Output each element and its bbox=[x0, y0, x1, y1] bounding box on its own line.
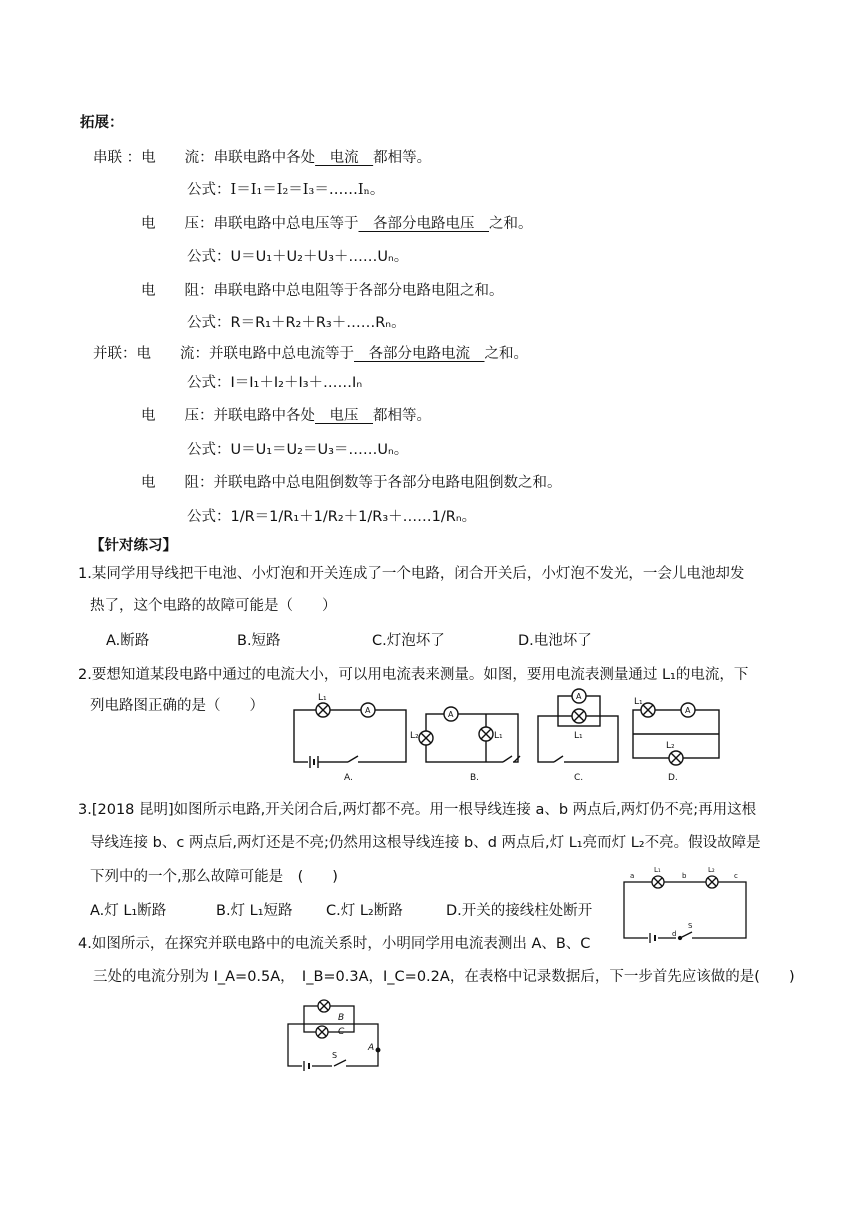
q2-c-caption: C. bbox=[574, 773, 584, 783]
q3-label-a: a bbox=[630, 872, 635, 880]
q1-option-a: A.断路 bbox=[106, 633, 150, 649]
q2-circuit-a bbox=[294, 703, 406, 768]
q2-d-caption: D. bbox=[668, 773, 678, 783]
q1-line2: 热了，这个电路的故障可能是（ ） bbox=[90, 598, 337, 614]
q4-label-b: B bbox=[338, 1013, 345, 1023]
q3-label-d: d bbox=[672, 930, 677, 938]
practice-heading: 【针对练习】 bbox=[90, 538, 177, 554]
q4-line1: 4.如图所示，在探究并联电路中的电流关系时，小明同学用电流表测出 A、B、C bbox=[78, 936, 591, 952]
q2-d-lamp1-label: L₁ bbox=[634, 697, 643, 707]
q3-line1: 3.[2018 昆明]如图所示电路,开关闭合后,两灯都不亮。用一根导线连接 a、b 两点后,两灯仍不亮;再用这根 bbox=[78, 802, 757, 818]
q2-circuit-figure bbox=[288, 686, 728, 784]
series-current-formula: 公式：I＝I₁＝I₂＝I₃＝……Iₙ。 bbox=[187, 182, 385, 198]
series-voltage-formula: 公式：U＝U₁＋U₂＋U₃＋……Uₙ。 bbox=[187, 249, 409, 265]
parallel-resistance-line bbox=[141, 474, 562, 492]
series-voltage-pre: 串联电路中总电压等于 bbox=[213, 216, 359, 232]
parallel-current-line bbox=[93, 345, 528, 363]
q2-a-lamp-label: L₁ bbox=[318, 693, 327, 703]
q2-b-lamp2-label: L₂ bbox=[410, 731, 419, 741]
q2-c-lamp-label: L₁ bbox=[574, 731, 583, 741]
q3-line3: 下列中的一个,那么故障可能是 ( ) bbox=[90, 869, 338, 885]
q2-a-caption: A. bbox=[344, 773, 353, 783]
parallel-resistance-formula: 公式：1/R＝1/R₁＋1/R₂＋1/R₃＋……1/Rₙ。 bbox=[187, 509, 477, 525]
series-resistance-formula: 公式：R＝R₁＋R₂＋R₃＋……Rₙ。 bbox=[187, 315, 406, 331]
parallel-voltage-formula: 公式：U＝U₁＝U₂＝U₃＝……Uₙ。 bbox=[187, 442, 409, 458]
q4-line2: 三处的电流分别为 I_A=0.5A， I_B=0.3A，I_C=0.2A，在表格中记录数据后，下一步首先应该做的是( ) bbox=[93, 969, 795, 985]
parallel-current-post: 之和。 bbox=[484, 346, 528, 362]
q2-b-meter-label: A bbox=[448, 710, 454, 719]
q4-label-a: A bbox=[368, 1043, 375, 1053]
parallel-label: 并联： bbox=[93, 346, 137, 362]
parallel-current-pre: 并联电路中总电流等于 bbox=[209, 346, 354, 362]
series-resistance-line bbox=[141, 282, 504, 300]
series-current-line bbox=[93, 149, 431, 167]
parallel-current-formula: 公式：I＝I₁＋I₂＋I₃＋……Iₙ bbox=[187, 375, 363, 391]
parallel-resistance-text: 并联电路中总电阻倒数等于各部分电路电阻倒数之和。 bbox=[213, 475, 562, 491]
parallel-voltage-fill: 电压 bbox=[315, 408, 373, 424]
q2-d-lamp2-label: L₂ bbox=[666, 741, 675, 751]
parallel-voltage-line bbox=[141, 407, 431, 425]
q3-label-s: S bbox=[688, 922, 693, 930]
parallel-current-fill: 各部分电路电流 bbox=[354, 346, 485, 362]
q3-label-c: c bbox=[734, 872, 738, 880]
q1-option-b: B.短路 bbox=[237, 633, 281, 649]
q3-option-c: C.灯 L₂断路 bbox=[326, 903, 403, 919]
q2-line2: 列电路图正确的是（ ） bbox=[90, 698, 264, 714]
series-label: 串联 ： bbox=[93, 150, 142, 166]
q4-label-c: C bbox=[338, 1027, 345, 1037]
series-current-fill: 电流 bbox=[315, 150, 374, 166]
q1-option-c: C.灯泡坏了 bbox=[372, 633, 445, 649]
q1-line1: 1.某同学用导线把干电池、小灯泡和开关连成了一个电路，闭合开关后，小灯泡不发光，一会儿电池却发 bbox=[78, 566, 745, 582]
extension-heading: 拓展： bbox=[80, 115, 124, 131]
q2-line1: 2.要想知道某段电路中通过的电流大小，可以用电流表来测量。如图，要用电流表测量通过 L₁的电流，下 bbox=[78, 667, 749, 683]
q4-label-s: S bbox=[332, 1051, 338, 1060]
parallel-voltage-pre: 并联电路中各处 bbox=[213, 408, 315, 424]
series-resistance-text: 串联电路中总电阻等于各部分电路电阻之和。 bbox=[213, 283, 504, 299]
series-current-head: 电 流： bbox=[141, 150, 214, 166]
q2-b-caption: B. bbox=[470, 773, 480, 783]
series-current-post: 都相等。 bbox=[373, 150, 432, 166]
q2-circuit-d bbox=[633, 703, 719, 765]
q3-option-a: A.灯 L₁断路 bbox=[90, 903, 167, 919]
q2-b-lamp1-label: L₁ bbox=[494, 731, 503, 741]
q3-circuit-figure bbox=[618, 860, 752, 944]
q3-option-d: D.开关的接线柱处断开 bbox=[446, 903, 593, 919]
q2-d-meter-label: A bbox=[685, 706, 691, 715]
parallel-voltage-head: 电 压： bbox=[141, 408, 214, 424]
series-voltage-fill: 各部分电路电压 bbox=[358, 216, 489, 232]
series-resistance-head: 电 阻： bbox=[141, 283, 214, 299]
q3-label-l1: L₁ bbox=[654, 866, 661, 874]
series-voltage-post: 之和。 bbox=[489, 216, 533, 232]
parallel-resistance-head: 电 阻： bbox=[141, 475, 214, 491]
q3-option-b: B.灯 L₁短路 bbox=[216, 903, 293, 919]
q3-label-l2: L₂ bbox=[708, 866, 715, 874]
q1-option-d: D.电池坏了 bbox=[518, 633, 592, 649]
series-voltage-head: 电 压： bbox=[141, 216, 214, 232]
q2-a-meter-label: A bbox=[365, 706, 371, 715]
q3-line2: 导线连接 b、c 两点后,两灯还是不亮;仍然用这根导线连接 b、d 两点后,灯 L₁亮而灯 L₂不亮。假设故障是 bbox=[90, 835, 761, 851]
q3-label-b: b bbox=[682, 872, 687, 880]
parallel-voltage-post: 都相等。 bbox=[373, 408, 431, 424]
series-voltage-line bbox=[141, 215, 533, 233]
q2-circuit-b bbox=[419, 707, 520, 762]
series-current-pre: 串联电路中各处 bbox=[213, 150, 316, 166]
parallel-current-head: 电 流： bbox=[136, 346, 209, 362]
q4-circuit-figure bbox=[282, 994, 386, 1074]
q2-c-meter-label: A bbox=[576, 692, 582, 701]
